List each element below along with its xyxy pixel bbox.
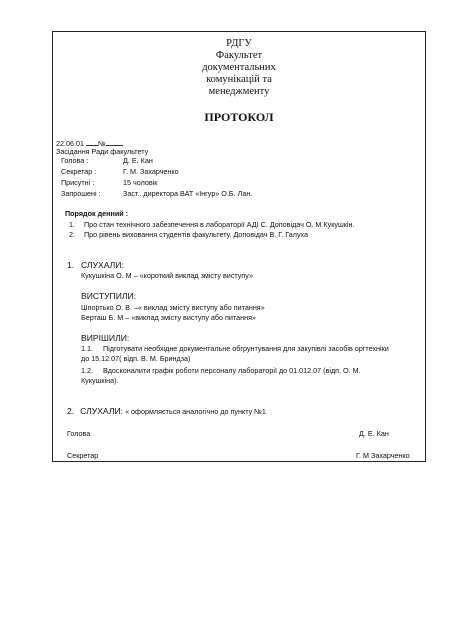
item1-listened-heading: СЛУХАЛИ: bbox=[81, 260, 124, 270]
agenda-title: Порядок денний : bbox=[65, 209, 129, 218]
agenda-item-1-text: Про стан технічного забезпечення в лабораторії АДІ С. Доповідач О. М Кукушкін. bbox=[84, 220, 355, 229]
decision-1-text: Підготувати необхідне документальне обгрунтування для закупівлі засобів оргтехніки bbox=[103, 344, 389, 353]
protocol-date: 22.06.01 bbox=[56, 139, 84, 148]
decision-2-responsible: Кукушкіна). bbox=[81, 376, 119, 385]
chair-value: Д. Е. Кан bbox=[123, 156, 153, 165]
date-underline bbox=[86, 138, 98, 146]
item1-spoke-line-1: Шпортько О. В. –« виклад змісту виступу або питання» bbox=[81, 303, 265, 312]
faculty-line-2: документальних bbox=[202, 62, 276, 73]
item1-number: 1. bbox=[67, 260, 75, 270]
university-name: РДГУ bbox=[226, 38, 252, 49]
protocol-page bbox=[52, 31, 426, 462]
invited-value: Заст.. директора ВАТ «Інгур» О.Б. Лан. bbox=[123, 189, 253, 198]
item1-listened-text: Кукушкіна О. М – «короткий виклад змісту виступу» bbox=[81, 271, 253, 280]
item2-text: « оформляється аналогічно до пункту №1 bbox=[125, 407, 266, 416]
item1-spoke-line-2: Берташ Б. М – «виклад змісту виступу або питання» bbox=[81, 313, 256, 322]
faculty-line-3: комунікацій та bbox=[206, 74, 272, 85]
decision-2-text: Вдосконалити графік роботи персоналу лабораторії до 01.012.07 (відп. О. М. bbox=[103, 366, 361, 375]
present-label: Присутні : bbox=[61, 178, 95, 187]
agenda-item-2-text: Про рівень виховання студентів факультету. Доповідач В. Г. Галуха bbox=[84, 230, 309, 239]
agenda-item-1-number: 1. bbox=[69, 220, 75, 229]
chair-signature-name: Д. Е. Кан bbox=[359, 429, 389, 438]
item2-line bbox=[67, 407, 266, 416]
item2-heading: СЛУХАЛИ: bbox=[80, 406, 124, 416]
number-label: № bbox=[97, 139, 106, 148]
present-value: 15 чоловік bbox=[123, 178, 158, 187]
secretary-signature-name: Г. М Захарченко bbox=[356, 451, 410, 460]
secretary-label: Секретар : bbox=[61, 167, 97, 176]
document-title: ПРОТОКОЛ bbox=[204, 110, 274, 124]
decision-1-number: 1.1. bbox=[81, 344, 93, 353]
item1-spoke-heading: ВИСТУПИЛИ: bbox=[81, 291, 137, 301]
secretary-signature-role: Секретар bbox=[67, 451, 99, 460]
invited-label: Запрошені : bbox=[61, 189, 101, 198]
chair-signature-role: Голова bbox=[67, 429, 91, 438]
session-title: Засідання Ради факультету bbox=[56, 147, 149, 156]
faculty-line-1: Факультет bbox=[215, 50, 263, 61]
decision-2-number: 1.2. bbox=[81, 366, 93, 375]
number-underline bbox=[106, 138, 123, 146]
chair-label: Голова : bbox=[61, 156, 89, 165]
decision-1-deadline: до 15.12.07( відп. В. М. Бриндза) bbox=[81, 354, 191, 363]
item2-number: 2. bbox=[67, 406, 75, 416]
item1-decided-heading: ВИРІШИЛИ: bbox=[81, 333, 130, 343]
secretary-value: Г. М. Захарченко bbox=[123, 167, 179, 176]
agenda-item-2-number: 2. bbox=[69, 230, 75, 239]
faculty-line-4: менеджменту bbox=[208, 86, 270, 97]
